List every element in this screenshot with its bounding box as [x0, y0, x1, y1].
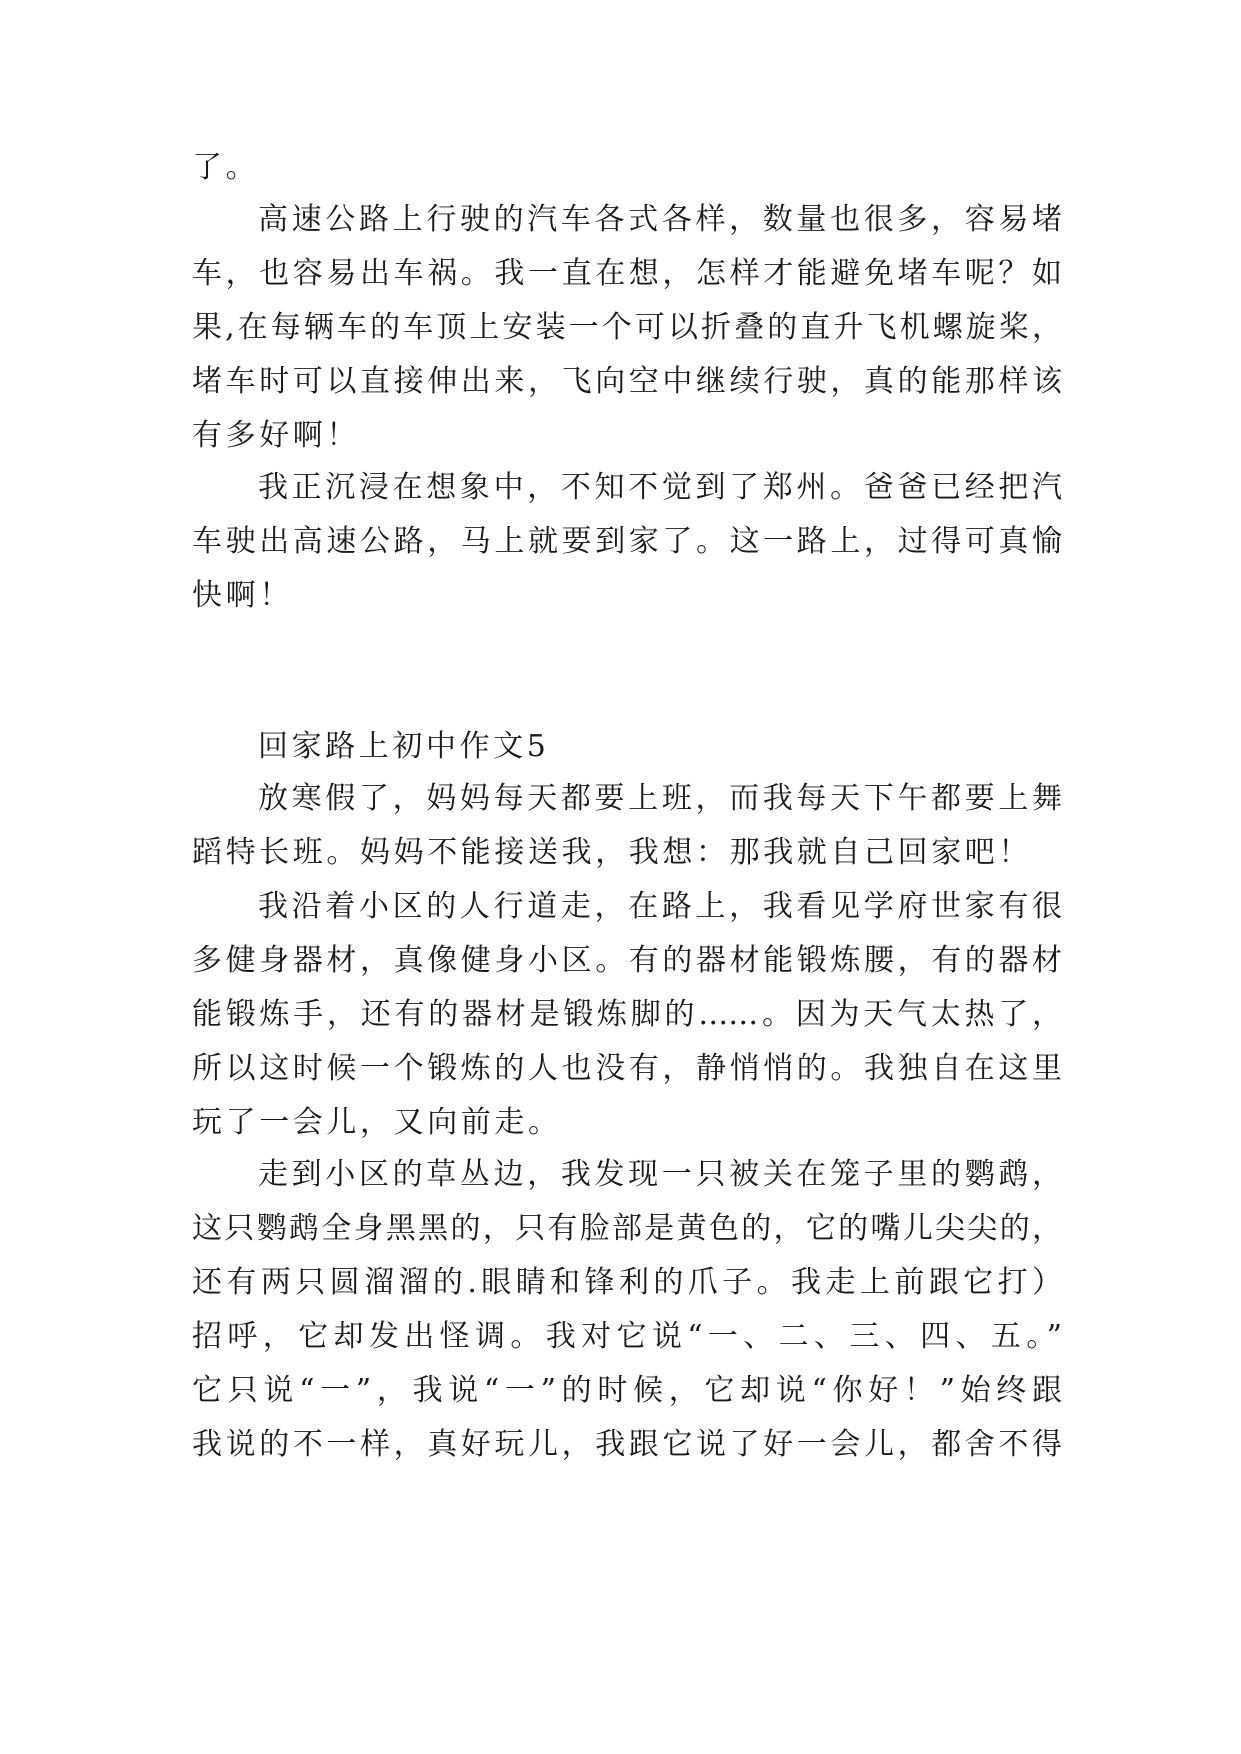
text-line: 多健身器材，真像健身小区。有的器材能锻炼腰，有的器材	[192, 943, 1062, 978]
paragraph-first-line: 走到小区的草丛边，我发现一只被关在笼子里的鹦鹉，	[258, 1157, 1062, 1192]
text-line: 能锻炼手，还有的器材是锻炼脚的……。因为天气太热了，	[192, 997, 1062, 1032]
text-line: 我说的不一样，真好玩儿，我跟它说了好一会儿，都舍不得	[192, 1427, 1062, 1462]
text-line: 快啊！	[192, 578, 293, 613]
paragraph-first-line: 我沿着小区的人行道走，在路上，我看见学府世家有很	[258, 889, 1062, 924]
text-line: 蹈特长班。妈妈不能接送我，我想：那我就自己回家吧！	[192, 835, 1032, 870]
paragraph-first-line: 放寒假了，妈妈每天都要上班，而我每天下午都要上舞	[258, 781, 1062, 816]
text-line: 堵车时可以直接伸出来，飞向空中继续行驶，真的能那样该	[192, 364, 1062, 399]
text-line: 有多好啊！	[192, 418, 360, 453]
text-line: 招呼，它却发出怪调。我对它说“一、二、三、四、五。”	[192, 1319, 1062, 1354]
text-line: 它只说“一”，我说“一”的时候，它却说“你好！”始终跟	[192, 1373, 1062, 1408]
text-line: 车，也容易出车祸。我一直在想，怎样才能避免堵车呢？如	[192, 256, 1062, 291]
text-line: 还有两只圆溜溜的.眼睛和锋利的爪子。我走上前跟它打）	[192, 1265, 1062, 1300]
text-line: 了。	[192, 150, 260, 185]
paragraph-first-line: 高速公路上行驶的汽车各式各样，数量也很多，容易堵	[258, 202, 1062, 237]
text-line: 果,在每辆车的车顶上安装一个可以折叠的直升飞机螺旋桨，	[192, 310, 1062, 345]
text-line: 玩了一会儿，又向前走。	[192, 1105, 562, 1140]
text-line: 车驶出高速公路，马上就要到家了。这一路上，过得可真愉	[192, 524, 1062, 559]
text-line: 这只鹦鹉全身黑黑的，只有脸部是黄色的，它的嘴儿尖尖的，	[192, 1211, 1062, 1246]
section-heading: 回家路上初中作文5	[258, 729, 550, 764]
text-line: 所以这时候一个锻炼的人也没有，静悄悄的。我独自在这里	[192, 1051, 1062, 1086]
paragraph-first-line: 我正沉浸在想象中，不知不觉到了郑州。爸爸已经把汽	[258, 470, 1062, 505]
